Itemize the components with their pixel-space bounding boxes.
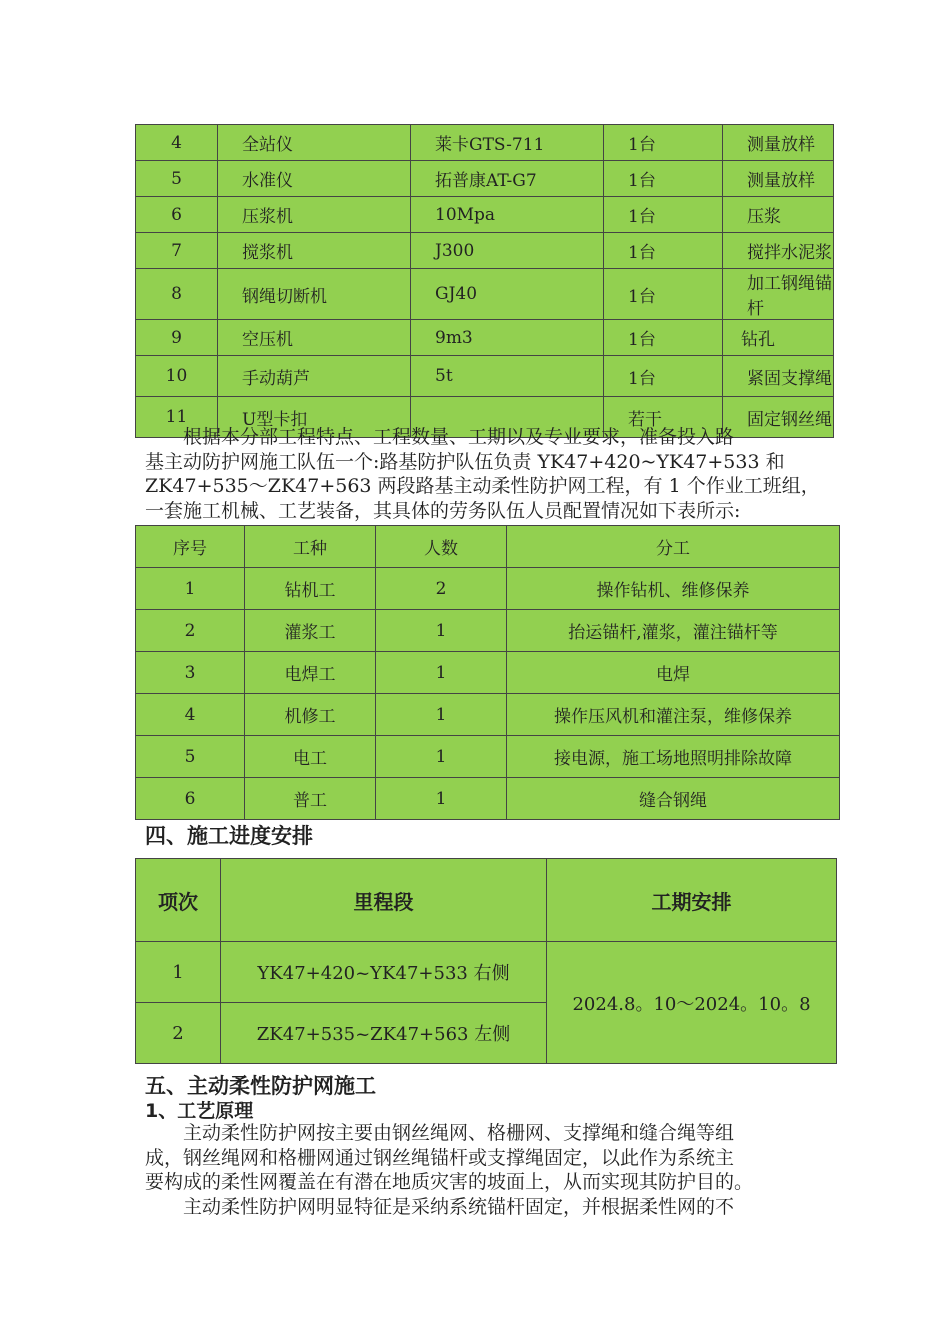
table-cell: 测量放样 [723, 125, 834, 161]
table-cell: 4 [136, 694, 245, 736]
paragraph-line: 主动柔性防护网按主要由钢丝绳网、格栅网、支撑绳和缝合绳等组 [145, 1122, 735, 1144]
table-row [136, 320, 834, 356]
table-row [136, 942, 837, 1003]
table-header-row [136, 859, 837, 942]
table-row [136, 197, 834, 233]
table-cell: 5 [136, 161, 218, 197]
table-cell: 1台 [604, 356, 723, 397]
table-cell: 9m3 [411, 320, 604, 356]
table-cell: 6 [136, 197, 218, 233]
table-cell: 5 [136, 736, 245, 778]
table-cell: 1 [136, 942, 221, 1003]
table-header-cell: 人数 [376, 526, 507, 568]
table-cell: 1台 [604, 125, 723, 161]
table-cell: 空压机 [218, 320, 411, 356]
table-cell: U型卡扣 [218, 397, 411, 438]
table-cell: GJ40 [411, 269, 604, 320]
table-cell: 1 [376, 736, 507, 778]
schedule-table [135, 858, 837, 1064]
table-cell: 8 [136, 269, 218, 320]
table-cell: 电工 [245, 736, 376, 778]
paragraph-line: 一套施工机械、工艺装备，其具体的劳务队伍人员配置情况如下表所示: [145, 499, 741, 522]
table-row [136, 125, 834, 161]
table-cell: 压浆机 [218, 197, 411, 233]
table-cell: 普工 [245, 778, 376, 820]
table-cell: 电焊工 [245, 652, 376, 694]
table-cell: 操作钻机、维修保养 [507, 568, 840, 610]
table-header-cell: 序号 [136, 526, 245, 568]
table-cell: 9 [136, 320, 218, 356]
staffing-paragraph [145, 425, 860, 523]
table-cell: 抬运锚杆,灌浆，灌注锚杆等 [507, 610, 840, 652]
table-cell: 搅拌水泥浆 [723, 233, 834, 269]
table-cell: 拓普康AT-G7 [411, 161, 604, 197]
table-cell: 接电源，施工场地照明排除故障 [507, 736, 840, 778]
table-cell: 加工钢绳锚杆 [723, 269, 834, 320]
table-cell: 紧固支撑绳 [723, 356, 834, 397]
paragraph-line: 根据本分部工程特点、工程数量、工期以及专业要求，准备投入路 [145, 426, 735, 448]
table-cell: 11 [136, 397, 218, 438]
table-cell: 操作压风机和灌注泵，维修保养 [507, 694, 840, 736]
table-row [136, 736, 840, 778]
table-header-row [136, 526, 840, 568]
table-cell: 灌浆工 [245, 610, 376, 652]
table-cell: 3 [136, 652, 245, 694]
table-cell: 1 [136, 568, 245, 610]
table-row [136, 269, 834, 320]
personnel-table [135, 525, 840, 820]
table-row [136, 778, 840, 820]
table-cell: 7 [136, 233, 218, 269]
section-heading: 五、主动柔性防护网施工 [145, 1074, 376, 1098]
table-cell: 1 [376, 652, 507, 694]
table-cell: 若干 [604, 397, 723, 438]
table-cell: 机修工 [245, 694, 376, 736]
table-cell: 1 [376, 778, 507, 820]
table-cell: 10 [136, 356, 218, 397]
table-cell: 1台 [604, 161, 723, 197]
table-row [136, 233, 834, 269]
subsection-heading: 1、工艺原理 [145, 1100, 254, 1122]
table-cell: 4 [136, 125, 218, 161]
table-row [136, 356, 834, 397]
table-cell: 1台 [604, 269, 723, 320]
table-cell: 1台 [604, 320, 723, 356]
section-heading: 四、施工进度安排 [145, 824, 313, 848]
table-row [136, 568, 840, 610]
table-cell: 2 [376, 568, 507, 610]
table-cell: 全站仪 [218, 125, 411, 161]
paragraph-line: ZK47+535～ZK47+563 两段路基主动柔性防护网工程，有 1 个作业工班组， [145, 475, 820, 497]
table-cell: ZK47+535~ZK47+563 左侧 [221, 1003, 547, 1064]
table-cell: 水准仪 [218, 161, 411, 197]
table-cell: 压浆 [723, 197, 834, 233]
schedule-period-cell: 2024.8。10～2024。10。8 [547, 942, 837, 1064]
table-cell: 固定钢丝绳 [723, 397, 834, 438]
table-cell: 5t [411, 356, 604, 397]
paragraph-line: 主动柔性防护网明显特征是采纳系统锚杆固定，并根据柔性网的不 [145, 1195, 735, 1218]
paragraph-line: 成，钢丝绳网和格栅网通过钢丝绳锚杆或支撑绳固定，以此作为系统主 [145, 1146, 735, 1169]
table-cell: 1 [376, 610, 507, 652]
equipment-table [135, 124, 834, 438]
table-cell: YK47+420~YK47+533 右侧 [221, 942, 547, 1003]
table-cell: 2 [136, 1003, 221, 1064]
table-row [136, 652, 840, 694]
paragraph-line: 基主动防护网施工队伍一个:路基防护队伍负责 YK47+420~YK47+533 和 [145, 450, 785, 473]
table-cell: 手动葫芦 [218, 356, 411, 397]
table-cell: 测量放样 [723, 161, 834, 197]
table-row [136, 161, 834, 197]
table-cell: 1 [376, 694, 507, 736]
table-row [136, 610, 840, 652]
table-cell: J300 [411, 233, 604, 269]
table-cell: 钢绳切断机 [218, 269, 411, 320]
table-header-cell: 里程段 [221, 859, 547, 942]
paragraph-line: 要构成的柔性网覆盖在有潜在地质灾害的坡面上，从而实现其防护目的。 [145, 1171, 754, 1193]
table-cell: 6 [136, 778, 245, 820]
table-cell: 2 [136, 610, 245, 652]
table-header-cell: 项次 [136, 859, 221, 942]
table-row [136, 694, 840, 736]
table-cell: 钻孔 [723, 320, 834, 356]
table-header-cell: 工期安排 [547, 859, 837, 942]
table-cell: 10Mpa [411, 197, 604, 233]
table-header-cell: 工种 [245, 526, 376, 568]
table-cell: 莱卡GTS-711 [411, 125, 604, 161]
table-cell: 钻机工 [245, 568, 376, 610]
table-cell: 1台 [604, 233, 723, 269]
table-cell: 缝合钢绳 [507, 778, 840, 820]
table-cell: 电焊 [507, 652, 840, 694]
principle-paragraph [145, 1121, 860, 1219]
table-cell: 搅浆机 [218, 233, 411, 269]
table-cell: 1台 [604, 197, 723, 233]
table-header-cell: 分工 [507, 526, 840, 568]
